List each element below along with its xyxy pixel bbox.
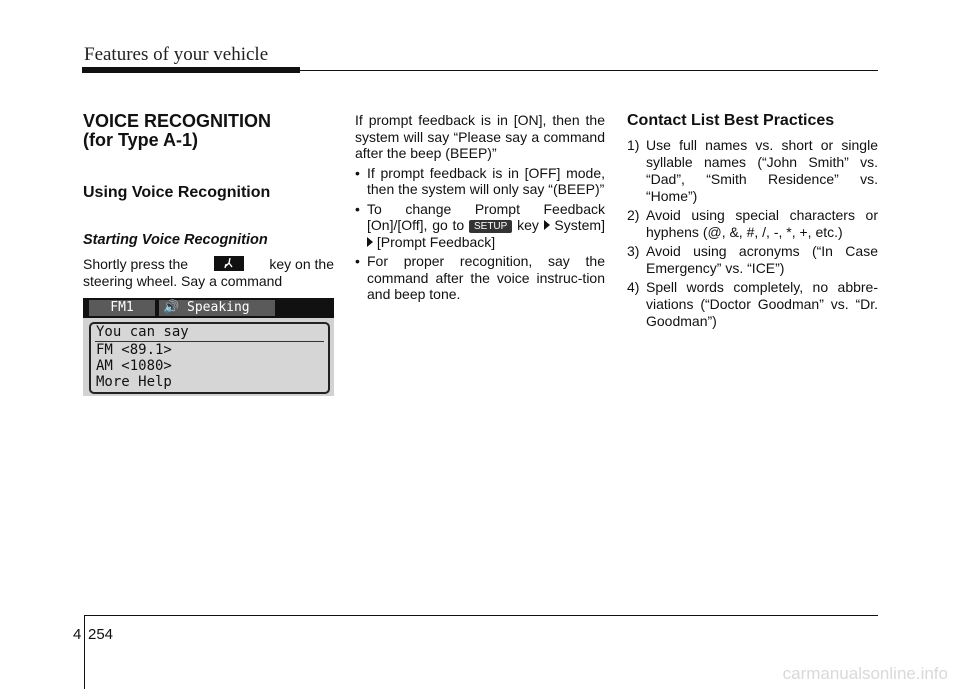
screen-line-you-can-say: You can say	[96, 324, 189, 340]
talk-key-icon	[214, 256, 244, 271]
bullet-off-mode: • If prompt feedback is in [OFF] mode, then the system will only say “(BEEP)”	[355, 165, 605, 198]
change-feedback-key: key	[517, 217, 539, 233]
header-rule	[300, 70, 878, 71]
header-bar	[82, 67, 300, 73]
contact-tip-number: 1)	[627, 137, 640, 153]
contact-tip-number: 4)	[627, 279, 640, 295]
section-title-line2: (for Type A-1)	[83, 130, 198, 150]
arrow-right-icon	[544, 220, 550, 230]
screen-line-am: AM <1080>	[96, 358, 172, 374]
contact-tip	[627, 137, 878, 205]
screen-tab-speaking-label: Speaking	[187, 300, 250, 315]
start-text-part2: key on the	[269, 256, 334, 272]
screen-tab-bar	[83, 298, 334, 318]
subheading: Starting Voice Recognition	[83, 232, 268, 248]
contact-tip-text: Avoid using acronyms (“In Case Emergency” vs. “ICE”)	[646, 243, 878, 276]
running-header: Features of your vehicle	[84, 44, 269, 65]
start-text-part1: Shortly press the	[83, 256, 189, 272]
arrow-right-icon	[367, 237, 373, 247]
screen-line-more-help: More Help	[96, 374, 172, 390]
start-line2: steering wheel. Say a command	[83, 273, 283, 289]
section-title-line1: VOICE RECOGNITION	[83, 111, 272, 131]
bullet-proper-recognition: • For proper recognition, say the command after the voice instruc-tion and beep tone.	[355, 253, 605, 303]
voice-screen-illustration	[83, 298, 334, 396]
screen-tab-fm1: FM1	[89, 300, 155, 316]
change-feedback-system: System]	[554, 217, 605, 233]
prompt-feedback-column	[355, 112, 605, 303]
chapter-number: 4	[73, 626, 82, 643]
contact-tip	[627, 279, 878, 330]
section-title	[83, 112, 271, 150]
change-feedback-prompt: [Prompt Feedback]	[376, 233, 496, 250]
contact-list-column	[627, 112, 878, 332]
speaker-icon: 🔊	[163, 300, 180, 315]
footer-rule	[84, 615, 878, 616]
subsection-title: Using Voice Recognition	[83, 184, 271, 201]
start-line1	[83, 256, 334, 273]
screen-command-box	[89, 322, 330, 394]
contact-tip-text: Avoid using special characters or hyphens (@, &, #, /, -, *, +, etc.)	[646, 207, 878, 240]
page-number: 254	[88, 626, 114, 643]
screen-tab-speaking	[159, 300, 275, 316]
start-instructions	[83, 256, 334, 290]
contact-tip	[627, 243, 878, 277]
footer-divider	[84, 615, 85, 689]
bullet-change-feedback	[355, 201, 605, 251]
contact-tip-text: Spell words completely, no abbre-viations (“Doctor Goodman” vs. “Dr. Goodman”)	[646, 279, 878, 329]
prompt-feedback-intro: If prompt feedback is in [ON], then the system will say “Please say a command after the beep (BEEP)”	[355, 112, 605, 161]
setup-key-badge: SETUP	[469, 220, 512, 233]
contact-tip	[627, 207, 878, 241]
watermark: carmanualsonline.info	[782, 664, 948, 683]
contact-tip-number: 3)	[627, 243, 640, 259]
screen-line-fm: FM <89.1>	[96, 342, 172, 358]
contact-tip-text: Use full names vs. short or single syllable names (“John Smith” vs. “Dad”, “Smith Residence” vs. “Home”)	[646, 137, 878, 204]
contact-list-title: Contact List Best Practices	[627, 112, 835, 129]
contact-tip-number: 2)	[627, 207, 640, 223]
change-feedback-text: To change Prompt Feedback [On]/[Off], go to	[367, 200, 605, 233]
